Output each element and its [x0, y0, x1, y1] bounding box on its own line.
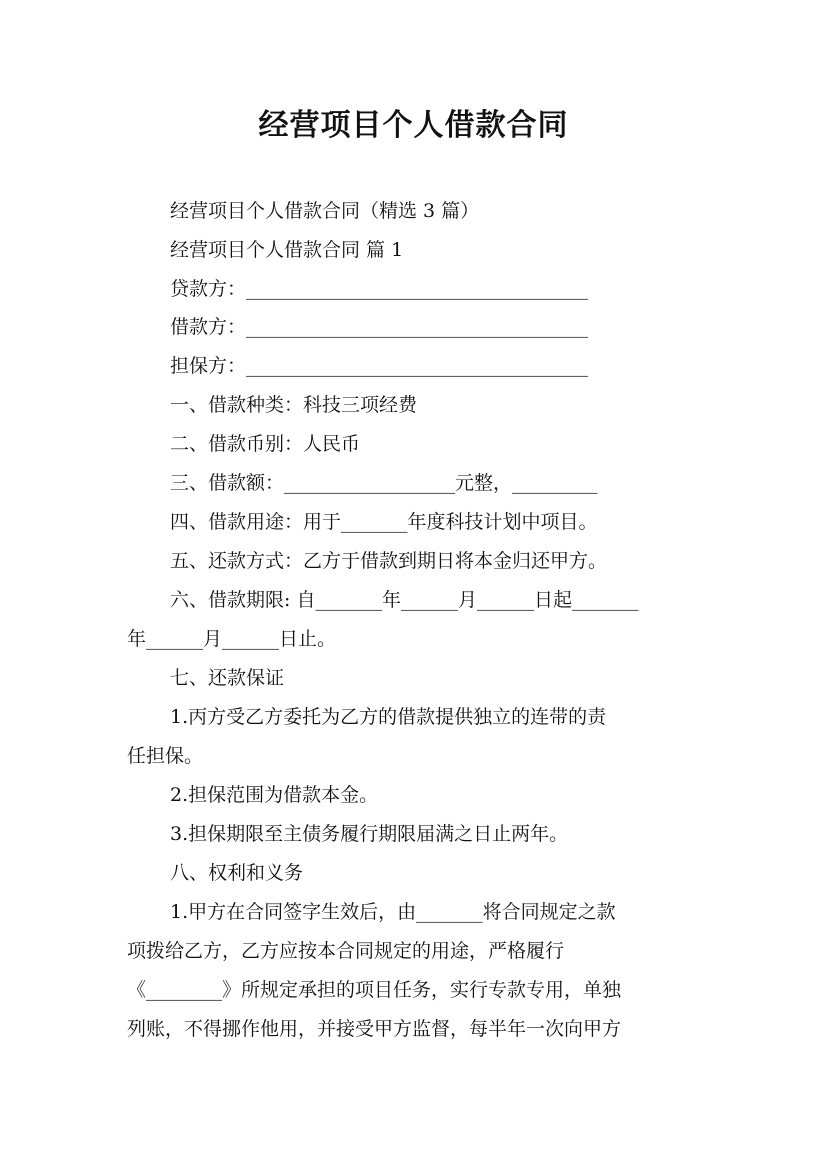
clause-line: 任担保。	[127, 745, 204, 767]
clause-line: 列账，不得挪作他用，并接受甲方监督，每半年一次向甲方	[127, 1018, 622, 1040]
clause-line: 《________》所规定承担的项目任务，实行专款专用，单独	[127, 979, 622, 1001]
document-title: 经营项目个人借款合同	[258, 108, 569, 143]
clause-line: 1.丙方受乙方委托为乙方的借款提供独立的连带的责	[170, 706, 607, 728]
clause-line: 五、还款方式：乙方于借款到期日将本金归还甲方。	[170, 550, 608, 572]
subtitle-line: 经营项目个人借款合同（精选 3 篇）	[170, 200, 480, 222]
clause-line: 3.担保期限至主债务履行期限届满之日止两年。	[170, 823, 569, 845]
clause-line: 2.担保范围为借款本金。	[170, 784, 379, 806]
clause-line: 二、借款币别：人民币	[170, 433, 361, 455]
guarantor-field: 担保方：____________________________________	[170, 355, 589, 377]
clause-line: 1.甲方在合同签字生效后，由_______将合同规定之款	[170, 901, 616, 923]
lender-field: 贷款方：____________________________________	[170, 278, 589, 300]
borrower-field: 借款方：____________________________________	[170, 316, 589, 338]
clause-line: 六、借款期限: 自_______年______月______日起_______	[170, 589, 639, 611]
section-heading: 经营项目个人借款合同 篇 1	[170, 239, 404, 261]
section-heading: 七、还款保证	[170, 667, 285, 689]
clause-line: 四、借款用途：用于_______年度科技计划中项目。	[170, 511, 598, 533]
clause-line: 年______月______日止。	[127, 628, 337, 650]
clause-line: 一、借款种类：科技三项经费	[170, 394, 418, 416]
clause-line: 项拨给乙方，乙方应按本合同规定的用途，严格履行	[127, 940, 565, 962]
section-heading: 八、权利和义务	[170, 862, 304, 884]
clause-line: 三、借款额：__________________元整，_________	[170, 472, 598, 494]
